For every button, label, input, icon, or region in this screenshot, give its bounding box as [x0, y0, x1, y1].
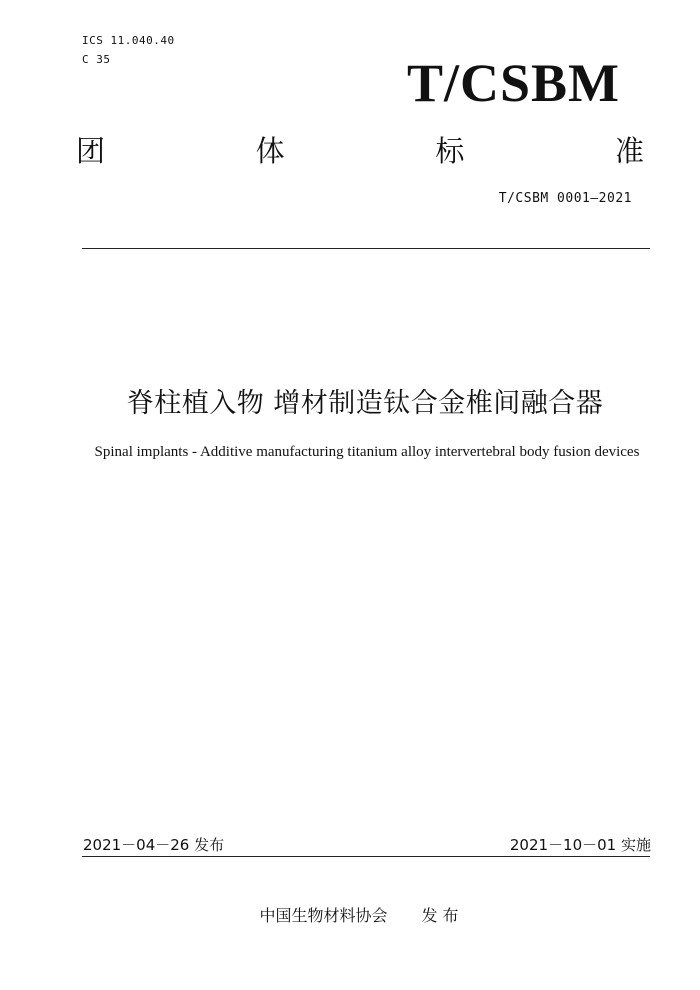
standard-type-char: 标	[435, 134, 465, 168]
publisher-org: 中国生物材料协会	[259, 906, 388, 925]
standard-type-char: 体	[255, 134, 285, 168]
title-english: Spinal implants - Additive manufacturing titanium alloy intervertebral body fusion devices	[94, 444, 640, 460]
bottom-divider	[82, 856, 650, 857]
publish-date: 2021－04－26 发布	[83, 836, 225, 854]
standard-type-char: 团	[76, 134, 106, 168]
standard-type-heading	[76, 134, 644, 169]
publisher-line	[0, 903, 700, 926]
publisher-action: 发 布	[421, 906, 459, 925]
date-row	[83, 834, 651, 855]
ics-code: ICS 11.040.40	[82, 34, 175, 47]
standard-type-char: 准	[614, 134, 644, 168]
standard-code: T/CSBM 0001—2021	[498, 191, 632, 206]
ccs-code: C 35	[82, 53, 111, 66]
top-divider	[82, 248, 650, 249]
title-chinese: 脊柱植入物 增材制造钛合金椎间融合器	[126, 388, 604, 419]
implement-date: 2021－10－01 实施	[509, 836, 651, 854]
standard-logo: T/CSBM	[406, 53, 620, 113]
